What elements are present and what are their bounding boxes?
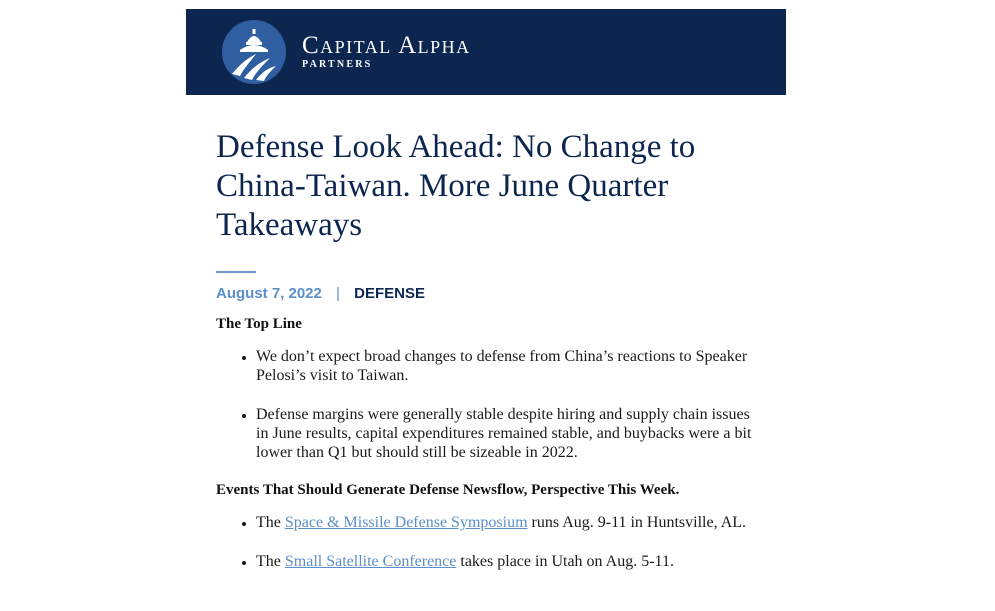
bullet-prefix: The	[256, 553, 285, 570]
bullet-suffix: runs Aug. 9-11 in Huntsville, AL.	[527, 514, 747, 531]
events-list	[216, 513, 756, 571]
list-item: • We don’t expect broad changes to defense from China’s reactions to Speaker Pelosi’s visit to Taiwan.	[256, 347, 756, 385]
article-meta	[216, 285, 756, 302]
section-heading-top-line: The Top Line	[216, 316, 302, 332]
list-item	[256, 513, 756, 532]
list-item: • Defense margins were generally stable despite hiring and supply chain issues in June results, capital expenditures remained stable, and buybacks were a bit lower than Q1 but should still be sizeable in 2022.	[256, 405, 756, 462]
title-divider	[216, 271, 256, 273]
section-heading-events: Events That Should Generate Defense Newsflow, Perspective This Week.	[216, 482, 680, 498]
article-category[interactable]: DEFENSE	[354, 285, 425, 302]
bullet-suffix: takes place in Utah on Aug. 5-11.	[456, 553, 674, 570]
small-satellite-conference-link[interactable]: Small Satellite Conference	[284, 553, 457, 570]
header-banner	[186, 9, 786, 95]
bullet-prefix: The	[256, 514, 285, 531]
article-content	[216, 128, 756, 591]
brand	[302, 33, 471, 70]
brand-name: Capital Alpha	[302, 32, 471, 59]
article-title: Defense Look Ahead: No Change to China-Taiwan. More June Quarter Takeaways	[216, 129, 696, 243]
brand-subtitle: PARTNERS	[302, 59, 373, 70]
meta-separator: |	[336, 285, 340, 302]
top-line-list	[216, 347, 756, 462]
article-date: August 7, 2022	[216, 285, 322, 302]
list-item	[256, 552, 756, 571]
space-missile-defense-symposium-link[interactable]: Space & Missile Defense Symposium	[284, 514, 528, 531]
capitol-dome-logo-icon	[222, 20, 286, 84]
